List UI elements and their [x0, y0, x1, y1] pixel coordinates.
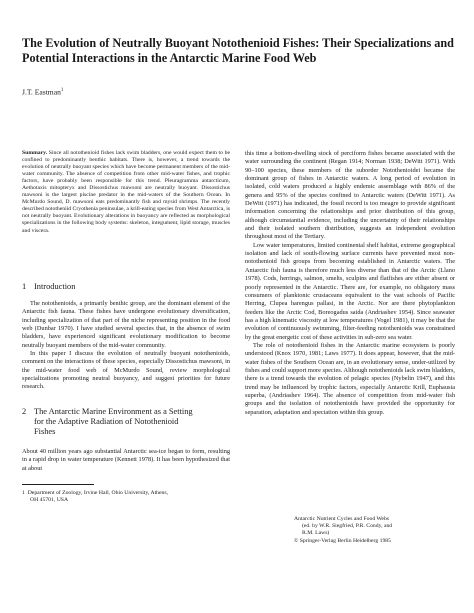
- author-footnote-mark: 1: [60, 88, 64, 93]
- body-paragraph: In this paper I discuss the evolution of neutrally buoyant notothenioids, comment on the interactions of these species, especially Dissostichus mawsoni, in the mid-water food web of McMurdo Sound, review morphological specializations promoting neutral buoyancy, and suggest priorities for future research.: [22, 350, 230, 391]
- body-paragraph: About 40 million years ago substantial Antarctic sea-ice began to form, resulting in a rapid drop in water temperature (Kennett 1978). It has been hypothesized that at about: [22, 448, 230, 472]
- body-paragraph: The role of notothenioid fishes in the Antarctic marine ecosystem is poorly understood (Knox 1970, 1981; Laws 1977). It does appear, however, that the mid-water fishes of the Southern Ocean are, in an evolutionary sense, under-utilized by fishes and could support more species. Although notothenioids lack swim bladders, there is a trend towards the evolution of pelagic species (Nybelin 1947), and this trend may be influenced by trophic factors, especially Antarctic Krill, Euphausia superba, (Andriashev 1964). The absence of competition from mid-water fish groups and the isolation of notothenioids have provided the opportunity for separation, adaptation and speciation within this group.: [245, 341, 455, 416]
- section-heading-antarctic-environment: [22, 407, 230, 438]
- publication-line: R.M. Laws): [302, 530, 330, 537]
- summary-paragraph: [22, 150, 230, 235]
- section2-body: [22, 448, 230, 473]
- section-title-line: for the Adaptive Radiation of Notothenioid: [34, 417, 179, 427]
- section-title: Introduction: [34, 282, 76, 291]
- author-name: J.T. Eastman: [22, 87, 61, 97]
- section-number: 1: [22, 282, 27, 291]
- author-line: [22, 86, 63, 97]
- paper-title: The Evolution of Neutrally Buoyant Notothenioid Fishes: Their Specializations and Potential Interactions in the Antarctic Marine Food Web: [22, 36, 454, 65]
- body-paragraph: this time a bottom-dwelling stock of perciform fishes became associated with the water surrounding the continent (Regan 1914; Norman 1938; DeWitt 1971). With 90–100 species, these members of the suborder Notothenioidei became the dominant group of fishes in Antarctic waters. A long period of evolution in isolated, cold waters produced a highly endemic assemblage with 86% of the genera and 95% of the species confined to Antarctic waters (DeWitt 1971). As DeWitt (1971) has indicated, the fossil record is too meagre to provide significant information concerning the relationships and prior distribution of this group, although circumstantial evidence, including the uncertainty of their relationships and their isolated southern distribution, suggests an independent evolution throughout most of the Tertiary.: [245, 150, 455, 241]
- publication-info: [294, 516, 464, 545]
- right-column-body: [245, 150, 455, 417]
- footnote: [22, 490, 222, 504]
- section-number: 2: [22, 407, 27, 416]
- introduction-body: [22, 300, 230, 392]
- summary-label: Summary.: [22, 150, 48, 156]
- footnote-rule: [22, 484, 94, 485]
- publication-line: (ed. by W.R. Siegfried, P.R. Condy, and: [302, 523, 393, 530]
- copyright-line: © Springer-Verlag Berlin Heidelberg 1985: [294, 537, 391, 544]
- summary-text: Since all notothenioid fishes lack swim bladders, one would expect them to be confined to predominantly benthic habitats. There is, however, a trend towards the evolution of neutrally buoyant species which have become permanent members of the mid-water community. The absence of competition from other mid-water fishes, and trophic factors, have probably been responsible for this trend. Pleuragramma antarcticum, Aethotaxis mitopteryx and Dissostichus mawsoni are neutrally buoyant. Dissostichus mawsoni is the largest piscine predator in the mid-waters of the Southern Ocean. In McMurdo Sound, D. mawsoni eats predominantly fish and mysid shrimps. The recently described nototheniid Cryothenia peninsulae, a krill-eating species from West Antarctica, is not neutrally buoyant. Evolutionary alterations in buoyancy are reflected as morphological specializations in the following body systems: skeleton, integument, lipid storage, muscles and viscera.: [22, 150, 230, 234]
- publication-line: Antarctic Nutrient Cycles and Food Webs: [294, 516, 389, 522]
- footnote-mark: 1: [22, 490, 25, 496]
- footnote-line: OH 45701, USA: [30, 497, 69, 504]
- footnote-line: Department of Zoology, Irvine Hall, Ohio University, Athens,: [27, 490, 169, 496]
- body-paragraph: The notothenioids, a primarily benthic group, are the dominant element of the Antarctic fish fauna. These fishes have undergone evolutionary diversification, including specialization of that part of the niche representing position in the food web (Dunbar 1970). I have studied several species that, in the absence of swim bladders, have experienced significant evolutionary modification to become neutrally buoyant members of the mid-water community.: [22, 300, 230, 349]
- body-paragraph: Low water temperatures, limited continental shelf habitat, extreme geographical isolation and lack of south-flowing surface currents have prevented most non-notothenioid fish groups from becoming established in Antarctic waters. The Antarctic fish fauna is therefore much less diverse than that of the Arctic (Llano 1978). Cods, herrings, salmon, smelts, sculpins and flatfishes are either absent or poorly represented in the Antarctic. There are, for example, no obligatory mass consumers of planktonic crustaceans equivalent to the vast schools of Pacific Herring, Clupea harengus pallasi, in the Arctic. Nor are there phytoplankton feeders like the Arctic Cod, Boreogadus saida (Andriashev 1954). Since seawater has a high kinematic viscosity at low temperatures (Vogel 1981), it may be that the evolution of continuously swimming, filter-feeding notothenioids was constrained by the great energetic cost of these activities in sub-zero sea water.: [245, 241, 455, 341]
- section-heading-introduction: [22, 282, 230, 292]
- section-title-line: The Antarctic Marine Environment as a Setting: [34, 407, 193, 416]
- section-title-line: Fishes: [34, 427, 56, 437]
